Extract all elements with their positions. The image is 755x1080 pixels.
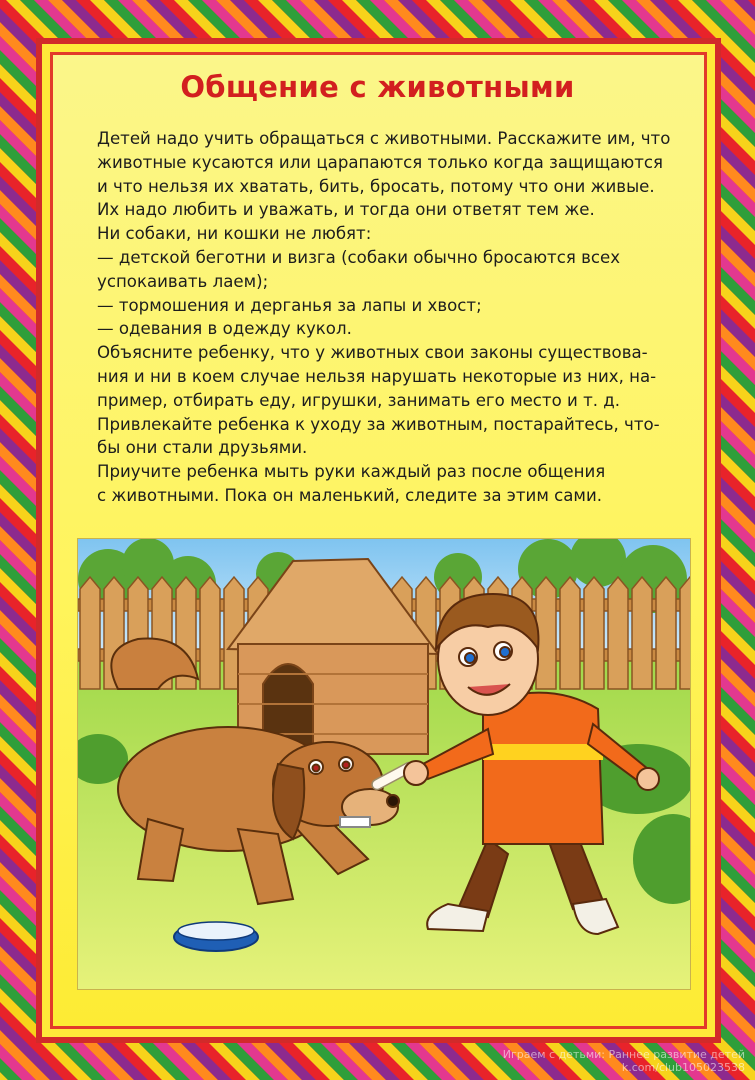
text-line: Их надо любить и уважать, и тогда они ответят тем же. <box>97 200 595 220</box>
body-text <box>97 127 677 508</box>
boy-and-dog-illustration <box>77 538 691 990</box>
text-line: бы они стали друзьями. <box>97 438 308 458</box>
text-line: ния и ни в коем случае нельзя нарушать некоторые из них, на- <box>97 366 657 386</box>
text-line: Детей надо учить обращаться с животными. Расскажите им, что <box>97 129 671 148</box>
text-line: Приучите ребенка мыть руки каждый раз после общения <box>97 462 606 482</box>
watermark-line: k.com/club105023538 <box>621 1061 745 1074</box>
water-bowl <box>174 922 258 951</box>
watermark-line: Играем с детьми: Раннее развитие детей <box>502 1048 745 1061</box>
text-line: — одевания в одежду кукол. <box>97 319 352 339</box>
text-line: — детской беготни и визга (собаки обычно бросаются всех <box>97 247 621 267</box>
text-line: пример, отбирать еду, игрушки, занимать его место и т. д. <box>97 390 621 410</box>
text-line: Объясните ребенку, что у животных свои законы существова- <box>97 343 648 363</box>
text-line: животные кусаются или царапаются только когда защищаются <box>97 152 663 172</box>
text-line: Ни собаки, ни кошки не любят: <box>97 224 372 244</box>
text-line: с животными. Пока он маленький, следите за этим сами. <box>97 485 603 505</box>
text-line: успокаивать лаем); <box>97 271 269 291</box>
watermark <box>503 1048 745 1074</box>
text-line: Привлекайте ребенка к уходу за животным, постарайтесь, что- <box>97 414 660 434</box>
text-line: и что нельзя их хватать, бить, бросать, потому что они живые. <box>97 176 655 196</box>
text-line: — тормошения и дерганья за лапы и хвост; <box>97 295 482 315</box>
page-title: Общение с животными <box>180 70 575 104</box>
